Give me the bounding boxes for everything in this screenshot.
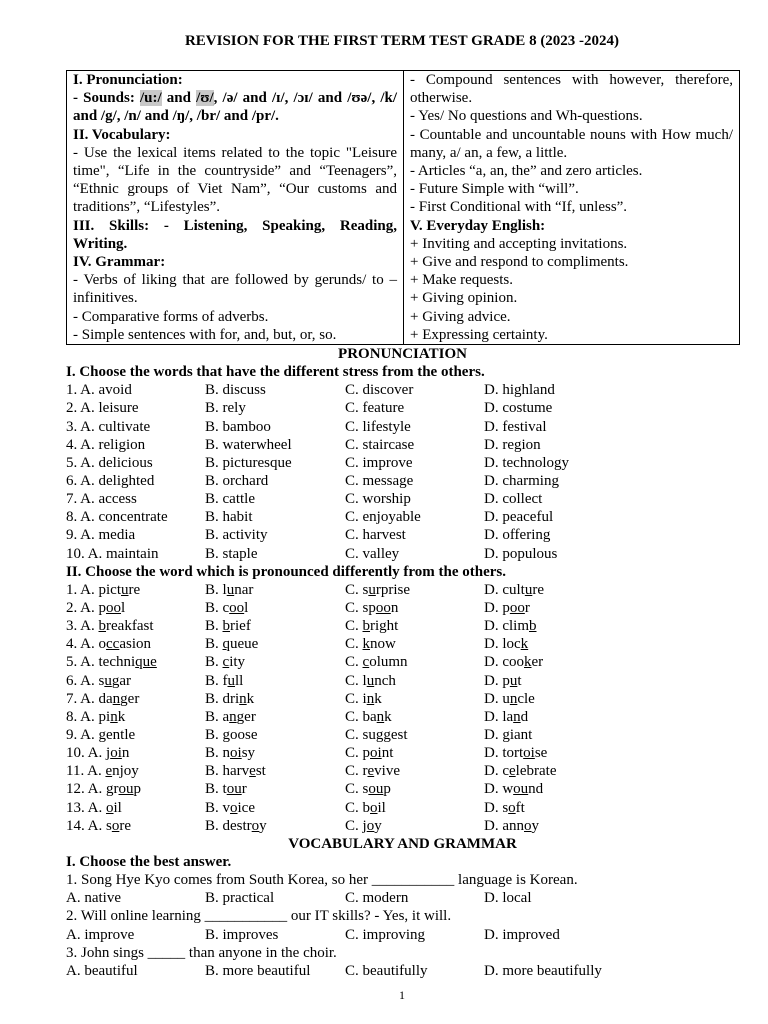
option-d: D. wound xyxy=(484,781,544,798)
option-d: D. tortoise xyxy=(484,745,548,762)
option-c: C. point xyxy=(345,745,394,762)
option-a: 8. A. concentrate xyxy=(66,509,168,526)
underlined-letters: n xyxy=(513,708,521,725)
option-b: B. tour xyxy=(205,781,247,798)
underlined-letters: e xyxy=(105,763,113,780)
answer-options-row xyxy=(66,962,739,980)
underlined-letters: oi xyxy=(230,745,242,762)
grammar-item: - Articles “a, an, the” and zero articles. xyxy=(410,163,643,180)
option-b: B. city xyxy=(205,654,246,671)
option-d: D. costume xyxy=(484,400,553,417)
underlined-letters: gg xyxy=(375,726,391,743)
option-d: D. poor xyxy=(484,599,530,616)
grammar-item: - Simple sentences with for, and, but, or, so. xyxy=(73,326,337,343)
option-a: A. improve xyxy=(66,926,135,943)
option-c: C. enjoyable xyxy=(345,509,421,526)
option-b: B. voice xyxy=(205,799,255,816)
underlined-letters: c xyxy=(362,654,370,671)
option-a: 2. A. leisure xyxy=(66,400,139,417)
sound-exercise-list xyxy=(66,581,739,835)
underlined-letters: e xyxy=(367,763,375,780)
best-answer-heading: I. Choose the best answer. xyxy=(66,853,232,870)
option-b: B. staple xyxy=(205,545,258,562)
option-c: C. soup xyxy=(345,781,391,798)
pronunciation-section xyxy=(66,345,739,980)
option-d: D. offering xyxy=(484,527,551,544)
option-b: B. full xyxy=(205,672,244,689)
option-a: 5. A. delicious xyxy=(66,454,153,471)
vocabulary-text: - Use the lexical items related to the topic "Leisure time", “Life in the countryside” and “Teenagers”, “Ethnic groups of Viet Nam”, “Our customs and traditions”, “Lifestyles”. xyxy=(73,144,397,216)
option-b: B. habit xyxy=(205,509,253,526)
option-d: D. technology xyxy=(484,454,569,471)
option-c: C. harvest xyxy=(345,527,406,544)
underlined-letters: c xyxy=(222,654,230,671)
question-text: 1. Song Hye Kyo comes from South Korea, so her ___________ language is Korean. xyxy=(66,872,578,889)
option-c: C. worship xyxy=(345,491,411,508)
option-c: C. boil xyxy=(345,799,386,816)
grammar-item: - Yes/ No questions and Wh-questions. xyxy=(410,108,643,125)
option-a: A. beautiful xyxy=(66,962,138,979)
underlined-letters: n xyxy=(509,690,518,707)
option-a: 4. A. religion xyxy=(66,436,146,453)
underlined-letters: u xyxy=(104,672,112,689)
option-c: C. discover xyxy=(345,382,414,399)
everyday-item: + Giving advice. xyxy=(410,308,511,325)
option-d: D. uncle xyxy=(484,690,535,707)
grammar-item: - Comparative forms of adverbs. xyxy=(73,308,269,325)
option-b: B. practical xyxy=(205,890,275,907)
option-a: 8. A. pink xyxy=(66,708,126,725)
option-b: B. drink xyxy=(205,690,255,707)
everyday-item: + Expressing certainty. xyxy=(410,326,548,343)
option-c: C. feature xyxy=(345,400,405,417)
underlined-letters: g xyxy=(502,726,510,743)
question-row xyxy=(66,635,739,653)
everyday-english-heading: V. Everyday English: xyxy=(410,217,546,234)
underlined-letters: oo xyxy=(106,599,122,616)
underlined-letters: e xyxy=(249,763,256,780)
question-row xyxy=(66,726,739,744)
everyday-item: + Giving opinion. xyxy=(410,290,518,307)
question-row xyxy=(66,581,739,599)
option-b: B. goose xyxy=(205,726,258,743)
question-row xyxy=(66,672,739,690)
option-d: D. land xyxy=(484,708,529,725)
grammar-item: - Countable and uncountable nouns with How much/ many, a/ an, a few, a little. xyxy=(410,126,733,161)
underlined-letters: k xyxy=(520,636,529,653)
grammar-item: - Future Simple with “will”. xyxy=(410,181,579,198)
option-a: 1. A. picture xyxy=(66,581,141,598)
underlined-letters: n xyxy=(229,708,237,725)
option-b: B. cattle xyxy=(205,491,255,508)
option-c: C. message xyxy=(345,472,414,489)
question-row xyxy=(66,744,739,762)
option-b: B. destroy xyxy=(205,817,267,834)
underlined-letters: que xyxy=(135,654,157,671)
option-a: 7. A. danger xyxy=(66,690,140,707)
underlined-letters: g xyxy=(98,726,107,743)
option-a: 11. A. enjoy xyxy=(66,763,139,780)
option-a: 7. A. access xyxy=(66,491,137,508)
option-a: A. native xyxy=(66,890,121,907)
option-b: B. brief xyxy=(205,618,251,635)
option-d: D. local xyxy=(484,890,532,907)
underlined-letters: n xyxy=(239,690,247,707)
pronunciation-heading: I. Pronunciation: xyxy=(73,72,183,88)
option-d: D. climb xyxy=(484,618,537,635)
option-a: 3. A. cultivate xyxy=(66,418,151,435)
underlined-letters: n xyxy=(366,690,375,707)
answer-options-row xyxy=(66,889,739,907)
underlined-letters: u xyxy=(366,672,375,689)
underlined-letters: b xyxy=(222,618,231,635)
option-a: 2. A. pool xyxy=(66,599,126,616)
underlined-letters: g xyxy=(222,726,231,743)
grammar-item: - Compound sentences with however, therefore, otherwise. xyxy=(410,72,733,107)
option-c: C. improve xyxy=(345,454,413,471)
option-c: C. lunch xyxy=(345,672,396,689)
option-d: D. put xyxy=(484,672,522,689)
question-row xyxy=(66,762,739,780)
question-row xyxy=(66,454,739,472)
stress-exercise-list xyxy=(66,381,739,562)
underlined-letters: b xyxy=(362,618,371,635)
underlined-letters: b xyxy=(529,618,537,635)
option-b: B. harvest xyxy=(205,763,266,780)
option-d: D. lock xyxy=(484,636,529,653)
question-row xyxy=(66,617,739,635)
option-c: C. revive xyxy=(345,763,400,780)
question-row xyxy=(66,490,739,508)
page-number: 1 xyxy=(399,988,405,1002)
option-b: B. activity xyxy=(205,527,268,544)
grammar-heading: IV. Grammar: xyxy=(73,254,166,271)
underlined-letters: o xyxy=(366,817,375,834)
question-row xyxy=(66,418,739,436)
option-b: B. waterwheel xyxy=(205,436,292,453)
option-d: D. highland xyxy=(484,382,555,399)
question-row xyxy=(66,708,739,726)
skills-heading: III. Skills: - Listening, Speaking, Reading, Writing. xyxy=(73,217,397,252)
option-c: C. spoon xyxy=(345,599,399,616)
option-a: 10. A. maintain xyxy=(66,545,159,562)
option-a: 4. A. occasion xyxy=(66,636,152,653)
topic-summary-table xyxy=(66,70,740,345)
option-b: B. more beautiful xyxy=(205,962,311,979)
question-row xyxy=(66,508,739,526)
option-a: 12. A. group xyxy=(66,781,141,798)
option-d: D. cooker xyxy=(484,654,544,671)
underlined-letters: oi xyxy=(110,745,122,762)
sound-uu: /u:/ xyxy=(139,90,162,107)
option-c: C. know xyxy=(345,636,396,653)
grammar-item: - Verbs of liking that are followed by gerunds/ to –infinitives. xyxy=(73,272,397,307)
underlined-letters: u xyxy=(524,581,533,598)
option-c: C. ink xyxy=(345,690,382,707)
option-c: C. suggest xyxy=(345,726,408,743)
option-c: C. beautifully xyxy=(345,962,428,979)
underlined-letters: oo xyxy=(375,599,391,616)
underlined-letters: oo xyxy=(509,599,525,616)
underlined-letters: u xyxy=(226,581,235,598)
sounds-line: - Sounds: /u:/ and /ʊ/, /ə/ and /ɪ/, /ɔɪ/ and /ʊə/, /k/ and /g/, /n/ and /ŋ/, /br/ and /pr/. xyxy=(73,90,398,125)
underlined-letters: ou xyxy=(513,781,529,798)
question-row xyxy=(66,436,739,454)
option-b: B. rely xyxy=(205,400,246,417)
underlined-letters: ou xyxy=(226,781,242,798)
underlined-letters: n xyxy=(376,708,385,725)
option-d: D. more beautifully xyxy=(484,962,602,979)
summary-left-cell xyxy=(67,71,404,345)
option-b: B. anger xyxy=(205,708,256,725)
option-d: D. celebrate xyxy=(484,763,557,780)
option-a: 14. A. sore xyxy=(66,817,131,834)
option-d: D. collect xyxy=(484,491,543,508)
underlined-letters: ou xyxy=(368,781,384,798)
option-a: 6. A. sugar xyxy=(66,672,131,689)
everyday-item: + Make requests. xyxy=(410,272,514,289)
option-d: D. charming xyxy=(484,472,559,489)
pronunciation-heading-main: PRONUNCIATION xyxy=(338,346,467,362)
option-d: D. peaceful xyxy=(484,509,554,526)
underlined-letters: u xyxy=(227,672,235,689)
question-text: 3. John sings _____ than anyone in the choir. xyxy=(66,944,337,961)
question-row xyxy=(66,545,739,563)
option-c: C. lifestyle xyxy=(345,418,411,435)
underlined-letters: n xyxy=(110,708,118,725)
option-d: D. culture xyxy=(484,581,544,598)
option-d: D. giant xyxy=(484,726,533,743)
underlined-letters: o xyxy=(106,799,114,816)
option-c: C. modern xyxy=(345,890,409,907)
option-c: C. valley xyxy=(345,545,400,562)
option-d: D. soft xyxy=(484,799,525,816)
underlined-letters: q xyxy=(222,636,231,653)
option-d: D. improved xyxy=(484,926,560,943)
option-d: D. populous xyxy=(484,545,558,562)
option-b: B. noisy xyxy=(205,745,256,762)
everyday-item: + Inviting and accepting invitations. xyxy=(410,235,628,252)
option-b: B. cool xyxy=(205,599,249,616)
option-b: B. improves xyxy=(205,926,279,943)
option-c: C. bright xyxy=(345,618,399,635)
question-row xyxy=(66,780,739,798)
underlined-letters: b xyxy=(98,618,107,635)
option-c: C. surprise xyxy=(345,581,410,598)
question-row xyxy=(66,817,739,835)
option-b: B. queue xyxy=(205,636,259,653)
everyday-item: + Give and respond to compliments. xyxy=(410,254,629,271)
option-c: C. improving xyxy=(345,926,426,943)
option-a: 1. A. avoid xyxy=(66,382,132,399)
question-text: 2. Will online learning ___________ our IT skills? - Yes, it will. xyxy=(66,908,452,925)
underlined-letters: o xyxy=(508,799,516,816)
question-row xyxy=(66,526,739,544)
option-a: 5. A. technique xyxy=(66,654,157,671)
option-a: 6. A. delighted xyxy=(66,472,155,489)
option-a: 10. A. join xyxy=(66,745,130,762)
underlined-letters: u xyxy=(509,672,518,689)
question-row xyxy=(66,399,739,417)
underlined-letters: k xyxy=(362,636,371,653)
underlined-letters: o xyxy=(251,817,260,834)
option-c: C. bank xyxy=(345,708,392,725)
underlined-letters: oo xyxy=(229,599,245,616)
question-row xyxy=(66,472,739,490)
answer-options-row xyxy=(66,926,739,944)
option-a: 3. A. breakfast xyxy=(66,618,154,635)
grammar-item: - First Conditional with “If, unless”. xyxy=(410,199,628,216)
option-b: B. picturesque xyxy=(205,454,292,471)
underlined-letters: ou xyxy=(118,781,134,798)
underlined-letters: oi xyxy=(370,745,382,762)
option-a: 9. A. gentle xyxy=(66,726,136,743)
underlined-letters: u xyxy=(368,581,376,598)
option-d: D. festival xyxy=(484,418,547,435)
option-c: C. joy xyxy=(345,817,382,834)
option-b: B. bamboo xyxy=(205,418,271,435)
option-a: 9. A. media xyxy=(66,527,136,544)
underlined-letters: n xyxy=(112,690,121,707)
underlined-letters: u xyxy=(121,581,129,598)
underlined-letters: e xyxy=(509,763,516,780)
option-b: B. discuss xyxy=(205,382,266,399)
question-row xyxy=(66,599,739,617)
underlined-letters: o xyxy=(524,817,532,834)
option-a: 13. A. oil xyxy=(66,799,122,816)
underlined-letters: o xyxy=(111,817,120,834)
option-d: D. region xyxy=(484,436,541,453)
sound-u: /ʊ/ xyxy=(196,90,214,107)
summary-right-cell xyxy=(404,71,740,345)
vocabulary-grammar-heading: VOCABULARY AND GRAMMAR xyxy=(288,835,517,852)
sound-exercise-heading: II. Choose the word which is pronounced differently from the others. xyxy=(66,563,507,580)
option-b: B. lunar xyxy=(205,581,254,598)
underlined-letters: o xyxy=(230,799,238,816)
option-c: C. staircase xyxy=(345,436,415,453)
option-d: D. annoy xyxy=(484,817,539,834)
vocabulary-heading: II. Vocabulary: xyxy=(73,126,171,143)
underlined-letters: oi xyxy=(523,745,535,762)
underlined-letters: k xyxy=(524,654,532,671)
option-b: B. orchard xyxy=(205,472,269,489)
question-row xyxy=(66,799,739,817)
best-answer-list xyxy=(66,871,739,980)
underlined-letters: cc xyxy=(106,636,120,653)
question-row xyxy=(66,381,739,399)
question-row xyxy=(66,690,739,708)
question-row xyxy=(66,653,739,671)
option-c: C. column xyxy=(345,654,408,671)
document-title: REVISION FOR THE FIRST TERM TEST GRADE 8 (2023 -2024) xyxy=(184,33,620,49)
underlined-letters: o xyxy=(370,799,378,816)
stress-exercise-heading: I. Choose the words that have the different stress from the others. xyxy=(66,364,485,381)
